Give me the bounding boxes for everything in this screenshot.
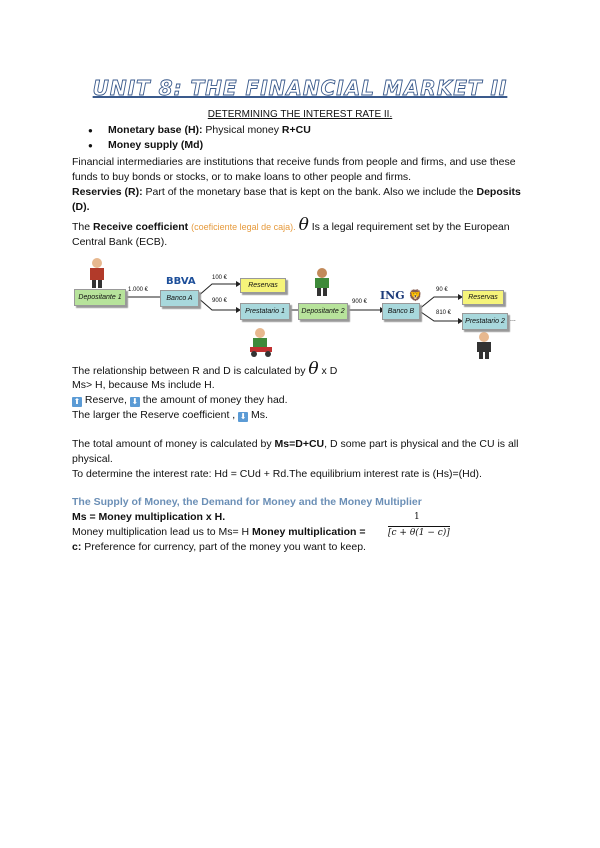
fraction-numerator: 1 [414, 512, 420, 522]
person-icon [477, 332, 491, 359]
amount-label: 900 € [212, 298, 228, 304]
larger-text-end: Ms. [248, 409, 268, 421]
section-subtitle: DETERMINING THE INTEREST RATE II. [207, 109, 393, 120]
paragraph-reserves [72, 185, 532, 215]
deposits-label: Deposits (D). [72, 186, 521, 213]
paragraph-relation [72, 359, 532, 379]
bullet-label: Monetary base (H): [108, 124, 203, 136]
reserve-text-end: the amount of money they had. [139, 394, 288, 406]
amount-label: 900 € [352, 299, 368, 305]
paragraph-intermediaries: Financial intermediaries are institutions that receive funds from people and firms, and use these funds to buy bonds or stocks, or to make loans to other people and firms. [72, 156, 516, 183]
ing-logo-text: ING [380, 289, 405, 302]
arrow [197, 284, 236, 297]
section-heading: The Supply of Money, the Demand for Money and the Money Multiplier [72, 496, 422, 508]
reserves-b-box: Reservas [462, 290, 504, 305]
ellipsis: ... [510, 316, 516, 323]
ing-logo [380, 289, 422, 302]
ms-h-line: Ms> H, because Ms include H. [72, 379, 215, 391]
amount-label: 100 € [212, 275, 228, 281]
relation-end: x D [318, 365, 338, 377]
amount-label: 810 € [436, 310, 452, 316]
relation-text: The relationship between R and D is calculated by [72, 365, 309, 377]
ms-formula: Ms=D+CU [274, 438, 325, 450]
theta-symbol: θ [298, 215, 309, 235]
bbva-logo: BBVA [166, 276, 196, 287]
paragraph-coefficient [72, 215, 532, 250]
ms-multiplication: Ms = Money multiplication x H. [72, 511, 226, 523]
down-arrow-icon: ⬇ [131, 397, 139, 406]
list-item [88, 138, 311, 153]
bank-b-box: Banco B [382, 303, 420, 320]
reserves-text: Part of the monetary base that is kept on the bank. Also we include the [142, 186, 477, 198]
total-text: The total amount of money is calculated by [72, 438, 275, 450]
down-arrow-icon: ⬇ [239, 412, 247, 421]
larger-line [72, 408, 532, 423]
coef-text: Is a legal requirement set by the European Central Bank (ECB). [72, 221, 510, 248]
coef-prefix: The [72, 221, 94, 233]
amount-label: 90 € [436, 287, 448, 293]
mult-text: Money multiplication lead us to Ms= H [72, 526, 253, 538]
list-item [88, 123, 311, 138]
reserve-line [72, 393, 532, 408]
arrow [418, 297, 458, 310]
coef-spanish: (coeficiente legal de caja). [191, 222, 296, 232]
bank-a-box: Banco A [160, 290, 199, 307]
c-line [72, 540, 532, 555]
person-on-scooter-icon [250, 328, 272, 357]
multiplication-line [72, 525, 532, 540]
paragraph-total-money [72, 437, 532, 467]
total-text-end: , D some part is physical and the CU is all physical. [72, 438, 519, 465]
reserves-a-box: Reservas [240, 278, 286, 293]
reserves-label: Reservies (R): [72, 186, 143, 198]
c-label: c: [72, 541, 82, 553]
person-icon [315, 268, 329, 296]
fraction-denominator: [c + θ(1 − c)] [388, 528, 450, 538]
amount-label: 1.000 € [128, 287, 149, 293]
definition-list [88, 123, 311, 153]
paragraph-interest-rate: To determine the interest rate: Hd = CUd + Rd.The equilibrium interest rate is (Hs)=(Hd). [72, 468, 482, 480]
person-icon [90, 258, 104, 288]
bullet-label: Money supply (Md) [108, 139, 204, 151]
reserve-text: Reserve, [82, 394, 130, 406]
bullet-text: Physical money [202, 124, 282, 136]
larger-text: The larger the Reserve coefficient , [72, 409, 239, 421]
theta-symbol: θ [308, 359, 319, 379]
lion-icon: 🦁 [408, 289, 423, 302]
page-title: UNIT 8: THE FINANCIAL MARKET II [92, 76, 508, 100]
mult-label: Money multiplication = [252, 526, 366, 538]
depositor-1-box: Depositante 1 [74, 289, 126, 306]
borrower-1-box: Prestatario 1 [240, 303, 290, 320]
coef-label: Receive coefficient [93, 221, 189, 233]
up-arrow-icon: ⬆ [73, 397, 81, 406]
bullet-bold: R+CU [281, 124, 311, 136]
depositor-2-box: Depositante 2 [298, 303, 348, 320]
c-text: Preference for currency, part of the money you want to keep. [81, 541, 366, 553]
borrower-2-box: Prestatario 2 [462, 313, 508, 330]
